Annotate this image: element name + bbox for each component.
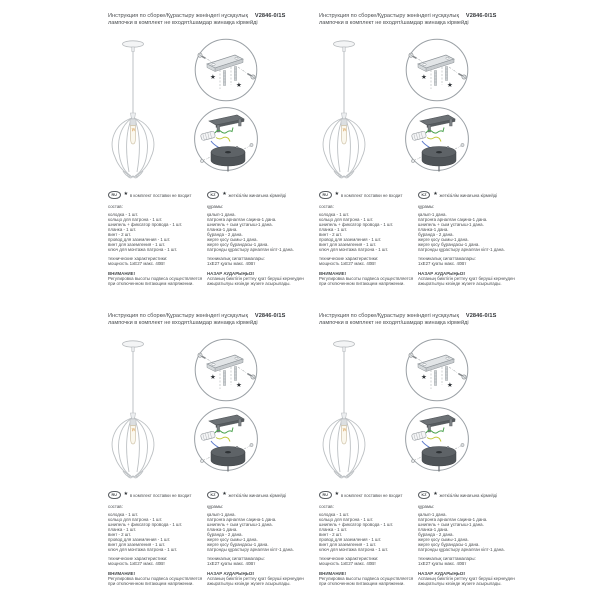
ru-warning-title: ВНИМАНИЕ! — [108, 271, 136, 276]
screw-icon — [250, 443, 253, 446]
language-columns — [319, 491, 515, 586]
ru-tech-title: технические характеристики: — [319, 256, 379, 261]
sheet-title: Инструкция по сборке/Құрастыру жөніндегі нұсқаулық — [108, 313, 248, 319]
kz-warning-text: ажыратылуы кезінде жүзеге асырылады. — [207, 281, 291, 286]
kz-column — [418, 191, 515, 286]
sheet-title: Инструкция по сборке/Құрастыру жөніндегі нұсқаулық — [319, 313, 459, 319]
list-item: шнипель + фиксатор провода - 1 шт. — [319, 222, 394, 227]
list-item: колодка - 1 шт. — [319, 512, 350, 517]
kz-warning-text: Аспаның биіктігін реттеу қуат беруші кернеуден — [418, 576, 515, 581]
bracket-mounting-diagram — [405, 337, 469, 403]
lamp-socket — [130, 419, 136, 426]
ru-warning-text: Регулировка высоты подвеса осуществляется — [108, 576, 203, 581]
kz-column — [207, 491, 304, 586]
kz-warning-text: ажыратылуы кезінде жүзеге асырылады. — [418, 281, 502, 286]
canopy-wiring-diagram — [403, 105, 471, 173]
list-item: кольцо для патрона - 1 шт. — [319, 217, 374, 222]
list-item: винт для заземления - 1 шт. — [319, 242, 377, 247]
kz-star-note: жеткізілім жинағына кірмейді — [439, 192, 498, 198]
pendant-lamp-illustration — [317, 336, 373, 484]
sheet-title: Инструкция по сборке/Құрастыру жөніндегі нұсқаулық — [319, 13, 459, 19]
ru-column — [108, 491, 207, 586]
screw-icon — [200, 159, 203, 162]
star-icon: ★ — [222, 492, 227, 497]
star-icon: ★ — [123, 492, 128, 497]
list-item: бұранда - 2 дана. — [207, 532, 243, 537]
list-item: жерге қосу бұрандасы-1 дана. — [418, 242, 480, 247]
lamp-socket — [130, 119, 136, 126]
ru-badge: RU — [108, 191, 121, 199]
star-icon: ★ — [210, 374, 216, 381]
light-bulb — [131, 426, 136, 445]
list-item: қалып-1 дана. — [418, 512, 447, 517]
sheet-header — [108, 313, 286, 326]
list-item: винт - 2 шт. — [108, 532, 132, 537]
sheet-header — [319, 313, 497, 326]
screw-icon — [200, 459, 203, 462]
list-item: патронға арналған сақина-1 дана. — [418, 217, 488, 222]
ru-warning-text: при отключенном питающем напряжении. — [108, 581, 194, 586]
star-icon: ★ — [334, 492, 339, 497]
kz-badge: KZ — [418, 191, 430, 199]
model-number: V2846-0/1S — [465, 13, 497, 19]
kz-warning-title: НАЗАР АУДАРЫҢЫЗ! — [207, 571, 255, 576]
kz-badge: KZ — [418, 491, 430, 499]
star-icon: ★ — [447, 382, 453, 389]
ru-list-title: состав: — [319, 504, 334, 509]
star-icon: ★ — [433, 492, 438, 497]
list-item: колодка - 1 шт. — [319, 212, 350, 217]
canopy-wiring-diagram — [403, 405, 471, 473]
kz-tech-value: 1хЕ27 қуаты макс. 40Вт — [207, 261, 256, 266]
kz-tech-title: техникалық сипаттамалары: — [207, 556, 265, 561]
model-number: V2846-0/1S — [465, 313, 497, 319]
sheet-subtitle: лампочки в комплект не входят/шамдар жинаққа кірмейді — [319, 19, 469, 26]
list-item: патронды құрастыру арналған кілт-1 дана. — [207, 547, 294, 552]
ru-warning-title: ВНИМАНИЕ! — [108, 571, 136, 576]
list-item: кольцо для патрона - 1 шт. — [319, 517, 374, 522]
list-item: планка-1 дана. — [207, 527, 238, 532]
list-item: қалып-1 дана. — [207, 512, 236, 517]
pendant-lamp-illustration — [106, 36, 162, 184]
list-item: ключ для монтажа патрона - 1 шт. — [108, 547, 178, 552]
list-item: шнипель + сым ұстағыш-1 дана. — [207, 222, 273, 227]
list-item: винт - 2 шт. — [319, 232, 343, 237]
star-icon: ★ — [421, 74, 427, 81]
star-icon: ★ — [236, 82, 242, 89]
list-item: шнипель + фиксатор провода - 1 шт. — [319, 522, 394, 527]
light-bulb — [131, 126, 136, 145]
kz-star-note: жеткізілім жинағына кірмейді — [439, 492, 498, 498]
list-item: планка-1 дана. — [418, 527, 449, 532]
list-item: патронға арналған сақина-1 дана. — [418, 517, 488, 522]
sheet-subtitle: лампочки в комплект не входят/шамдар жинаққа кірмейді — [108, 319, 258, 326]
ru-list-title: состав: — [108, 204, 123, 209]
ru-warning-text: Регулировка высоты подвеса осуществляется — [319, 576, 414, 581]
list-item: планка - 1 шт. — [319, 227, 348, 232]
list-item: кольцо для патрона - 1 шт. — [108, 517, 163, 522]
kz-column — [418, 491, 515, 586]
star-icon: ★ — [236, 382, 242, 389]
list-item: провод для заземления - 1 шт. — [108, 237, 171, 242]
list-item: шнипель + фиксатор провода - 1 шт. — [108, 222, 183, 227]
ru-star-note: в комплект поставки не входит — [129, 192, 192, 198]
list-item: планка - 1 шт. — [319, 527, 348, 532]
ru-star-note: в комплект поставки не входит — [340, 192, 403, 198]
ru-warning-text: Регулировка высоты подвеса осуществляется — [108, 276, 203, 281]
list-item: жерге қосу сымы-1 дана. — [418, 237, 469, 242]
list-item: патронға арналған сақина-1 дана. — [207, 517, 277, 522]
kz-list-title: құрамы: — [207, 504, 224, 509]
list-item: бұранда - 2 дана. — [418, 532, 454, 537]
ground-screw — [236, 146, 238, 148]
kz-warning-title: НАЗАР АУДАРЫҢЫЗ! — [418, 571, 466, 576]
ru-column — [108, 191, 207, 286]
instruction-sheet — [299, 308, 515, 608]
list-item: патронды құрастыру арналған кілт-1 дана. — [418, 247, 505, 252]
list-item: ключ для монтажа патрона - 1 шт. — [319, 547, 389, 552]
canopy-wiring-diagram — [192, 405, 260, 473]
kz-tech-title: техникалық сипаттамалары: — [207, 256, 265, 261]
list-item: жерге қосу бұрандасы-1 дана. — [207, 242, 269, 247]
ru-tech-value: мощность 1хЕ27 макс. 40Вт — [319, 561, 377, 566]
kz-badge: KZ — [207, 191, 219, 199]
screw-icon — [411, 159, 414, 162]
star-icon: ★ — [447, 82, 453, 89]
ceiling-canopy — [123, 341, 144, 347]
pendant-lamp-illustration — [106, 336, 162, 484]
sheet-header — [108, 13, 286, 26]
list-item: колодка - 1 шт. — [108, 512, 139, 517]
bracket-mounting-diagram — [194, 337, 258, 403]
model-number: V2846-0/1S — [254, 313, 286, 319]
kz-warning-text: ажыратылуы кезінде жүзеге асырылады. — [418, 581, 502, 586]
kz-warning-text: Аспаның биіктігін реттеу қуат беруші кернеуден — [207, 576, 304, 581]
list-item: провод для заземления - 1 шт. — [319, 537, 382, 542]
kz-list-title: құрамы: — [207, 204, 224, 209]
kz-column — [207, 191, 304, 286]
list-item: жерге қосу сымы-1 дана. — [207, 537, 258, 542]
list-item: бұранда - 2 дана. — [418, 232, 454, 237]
list-item: қалып-1 дана. — [418, 212, 447, 217]
ru-badge: RU — [108, 491, 121, 499]
ground-screw — [447, 146, 449, 148]
list-item: жерге қосу сымы-1 дана. — [207, 237, 258, 242]
ru-list-title: состав: — [319, 204, 334, 209]
ru-column — [319, 191, 418, 286]
list-item: кольцо для патрона - 1 шт. — [108, 217, 163, 222]
list-item: шнипель + сым ұстағыш-1 дана. — [207, 522, 273, 527]
kz-star-note: жеткізілім жинағына кірмейді — [228, 492, 287, 498]
kz-warning-text: Аспаның биіктігін реттеу қуат беруші кернеуден — [207, 276, 304, 281]
canopy-wiring-diagram — [192, 105, 260, 173]
ground-screw — [447, 446, 449, 448]
list-item: қалып-1 дана. — [207, 212, 236, 217]
sheet-subtitle: лампочки в комплект не входят/шамдар жинаққа кірмейді — [108, 19, 258, 26]
list-item: винт для заземления - 1 шт. — [108, 542, 166, 547]
light-bulb — [342, 426, 347, 445]
ru-warning-title: ВНИМАНИЕ! — [319, 571, 347, 576]
list-item: патронды құрастыру арналған кілт-1 дана. — [207, 247, 294, 252]
ru-warning-text: Регулировка высоты подвеса осуществляется — [319, 276, 414, 281]
ru-tech-title: технические характеристики: — [319, 556, 379, 561]
list-item: шнипель + сым ұстағыш-1 дана. — [418, 222, 484, 227]
kz-warning-title: НАЗАР АУДАРЫҢЫЗ! — [207, 271, 255, 276]
kz-star-note: жеткізілім жинағына кірмейді — [228, 192, 287, 198]
kz-warning-text: Аспаның биіктігін реттеу қуат беруші кернеуден — [418, 276, 515, 281]
ru-tech-value: мощность 1хЕ27 макс. 40Вт — [319, 261, 377, 266]
instruction-sheet — [299, 8, 515, 308]
list-item: колодка - 1 шт. — [108, 212, 139, 217]
ru-warning-text: при отключенном питающем напряжении. — [108, 281, 194, 286]
kz-warning-title: НАЗАР АУДАРЫҢЫЗ! — [418, 271, 466, 276]
ru-warning-text: при отключенном питающем напряжении. — [319, 281, 405, 286]
ru-tech-title: технические характеристики: — [108, 556, 168, 561]
list-item: жерге қосу бұрандасы-1 дана. — [418, 542, 480, 547]
star-icon: ★ — [421, 374, 427, 381]
pendant-lamp-illustration — [317, 36, 373, 184]
ru-star-note: в комплект поставки не входит — [129, 492, 192, 498]
star-icon: ★ — [222, 192, 227, 197]
ru-badge: RU — [319, 191, 332, 199]
ru-warning-title: ВНИМАНИЕ! — [319, 271, 347, 276]
list-item: винт для заземления - 1 шт. — [108, 242, 166, 247]
list-item: провод для заземления - 1 шт. — [319, 237, 382, 242]
screw-icon — [461, 143, 464, 146]
language-columns — [319, 191, 515, 286]
ru-star-note: в комплект поставки не входит — [340, 492, 403, 498]
list-item: планка-1 дана. — [207, 227, 238, 232]
sheet-header — [319, 13, 497, 26]
ru-tech-value: мощность 1хЕ27 макс. 40Вт — [108, 561, 166, 566]
sheet-subtitle: лампочки в комплект не входят/шамдар жинаққа кірмейді — [319, 319, 469, 326]
kz-tech-value: 1хЕ27 қуаты макс. 40Вт — [418, 261, 467, 266]
ceiling-canopy — [334, 41, 355, 47]
list-item: планка-1 дана. — [418, 227, 449, 232]
list-item: патронды құрастыру арналған кілт-1 дана. — [418, 547, 505, 552]
ru-badge: RU — [319, 491, 332, 499]
list-item: ключ для монтажа патрона - 1 шт. — [108, 247, 178, 252]
ru-tech-title: технические характеристики: — [108, 256, 168, 261]
list-item: шнипель + сым ұстағыш-1 дана. — [418, 522, 484, 527]
light-bulb — [342, 126, 347, 145]
list-item: ключ для монтажа патрона - 1 шт. — [319, 247, 389, 252]
star-icon: ★ — [210, 74, 216, 81]
model-number: V2846-0/1S — [254, 13, 286, 19]
ceiling-canopy — [123, 41, 144, 47]
instruction-sheet — [88, 8, 304, 308]
kz-tech-title: техникалық сипаттамалары: — [418, 256, 476, 261]
kz-tech-value: 1хЕ27 қуаты макс. 40Вт — [418, 561, 467, 566]
list-item: винт для заземления - 1 шт. — [319, 542, 377, 547]
kz-tech-title: техникалық сипаттамалары: — [418, 556, 476, 561]
screw-icon — [250, 143, 253, 146]
bracket-mounting-diagram — [194, 37, 258, 103]
kz-badge: KZ — [207, 491, 219, 499]
ru-column — [319, 491, 418, 586]
list-item: патронға арналған сақина-1 дана. — [207, 217, 277, 222]
ru-warning-text: при отключенном питающем напряжении. — [319, 581, 405, 586]
screw-icon — [461, 443, 464, 446]
list-item: планка - 1 шт. — [108, 227, 137, 232]
ground-screw — [236, 446, 238, 448]
lamp-socket — [341, 119, 347, 126]
sheet-title: Инструкция по сборке/Құрастыру жөніндегі нұсқаулық — [108, 13, 248, 19]
list-item: планка - 1 шт. — [108, 527, 137, 532]
list-item: жерге қосу сымы-1 дана. — [418, 537, 469, 542]
kz-warning-text: ажыратылуы кезінде жүзеге асырылады. — [207, 581, 291, 586]
star-icon: ★ — [433, 192, 438, 197]
language-columns — [108, 191, 304, 286]
list-item: шнипель + фиксатор провода - 1 шт. — [108, 522, 183, 527]
list-item: винт - 2 шт. — [319, 532, 343, 537]
screw-icon — [411, 459, 414, 462]
bracket-mounting-diagram — [405, 37, 469, 103]
list-item: винт - 2 шт. — [108, 232, 132, 237]
kz-tech-value: 1хЕ27 қуаты макс. 40Вт — [207, 561, 256, 566]
language-columns — [108, 491, 304, 586]
kz-list-title: құрамы: — [418, 504, 435, 509]
star-icon: ★ — [334, 192, 339, 197]
ru-list-title: состав: — [108, 504, 123, 509]
star-icon: ★ — [123, 192, 128, 197]
list-item: провод для заземления - 1 шт. — [108, 537, 171, 542]
kz-list-title: құрамы: — [418, 204, 435, 209]
list-item: бұранда - 2 дана. — [207, 232, 243, 237]
instruction-sheet — [88, 308, 304, 608]
ceiling-canopy — [334, 341, 355, 347]
ru-tech-value: мощность 1хЕ27 макс. 40Вт — [108, 261, 166, 266]
lamp-socket — [341, 419, 347, 426]
list-item: жерге қосу бұрандасы-1 дана. — [207, 542, 269, 547]
